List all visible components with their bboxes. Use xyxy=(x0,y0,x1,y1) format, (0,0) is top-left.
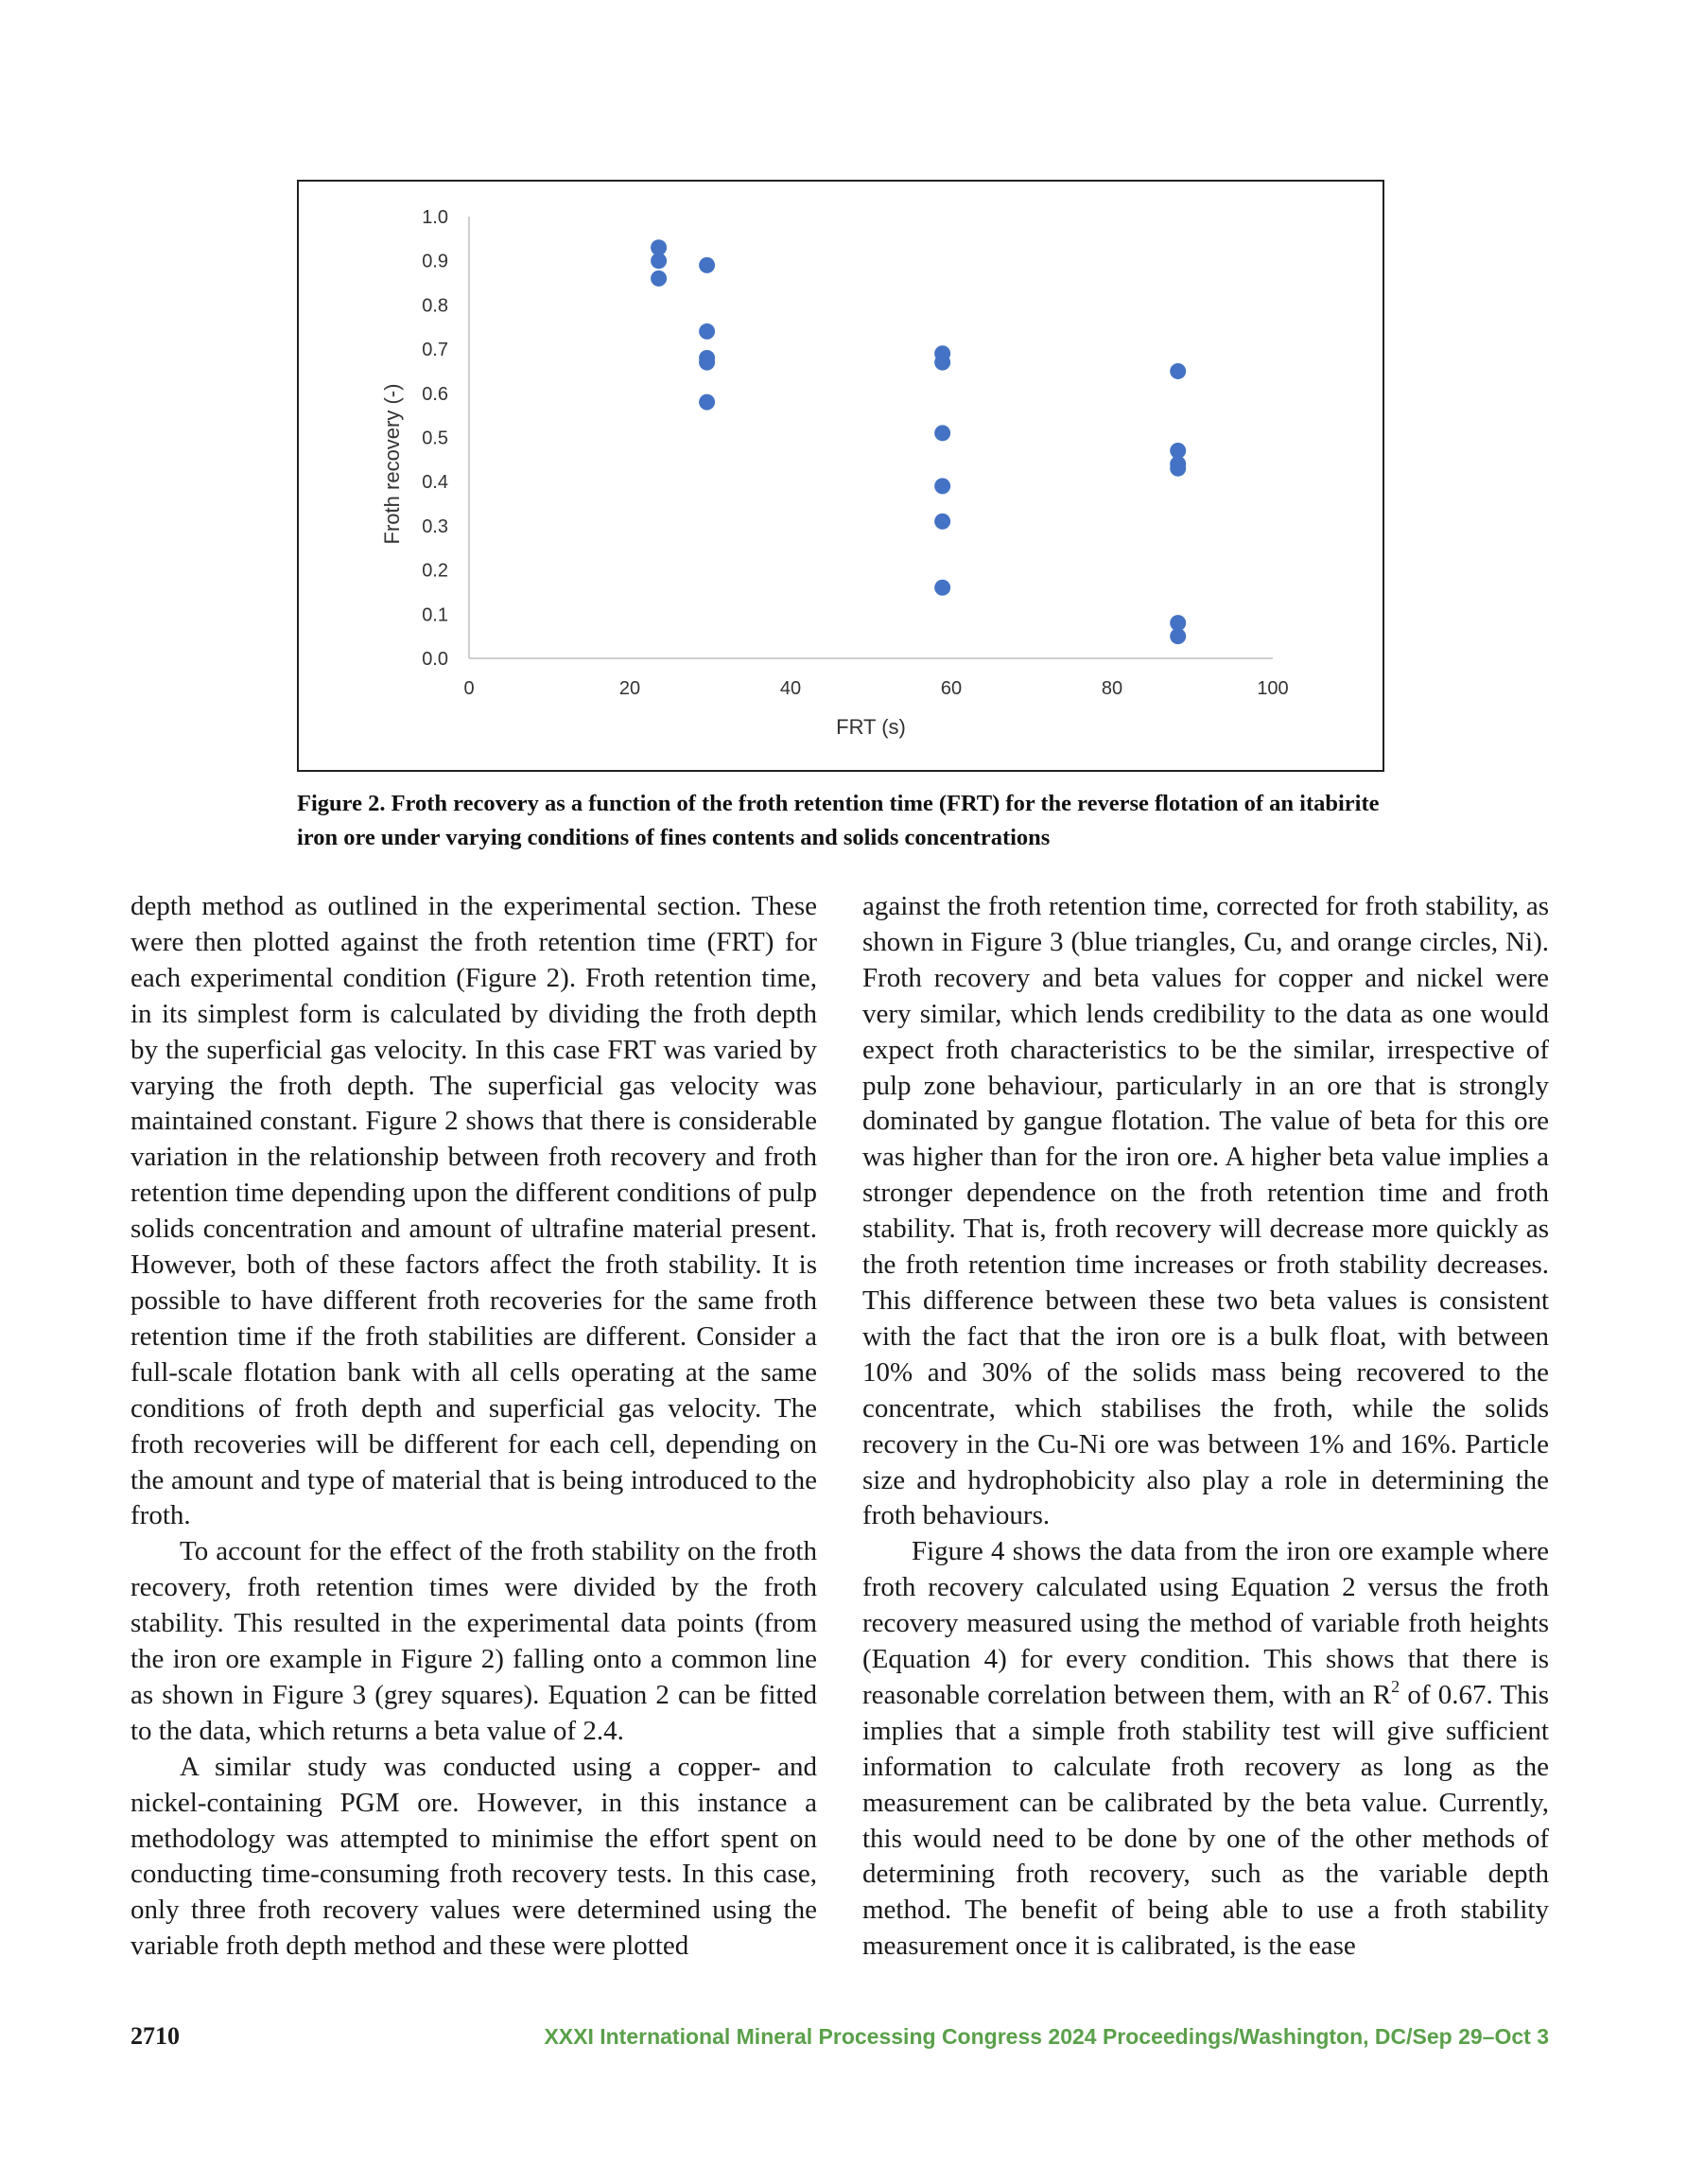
body-right-column xyxy=(862,889,1549,1965)
y-tick-label: 0.7 xyxy=(422,340,448,361)
paragraph: To account for the effect of the froth stability on the froth recovery, froth retention times were divided by the froth stability. This resulted in the experimental data points (from the iron ore example in Figure 2) falling onto a common line as shown in Figure 3 (grey squares). Equation 2 can be fitted to the data, which returns a beta value of 2.4. xyxy=(130,1536,817,1746)
data-point xyxy=(1170,461,1186,477)
y-tick-label: 0.0 xyxy=(422,649,448,670)
data-point xyxy=(699,257,715,273)
paragraph: A similar study was conducted using a copper- and nickel-containing PGM ore. However, in this instance a methodology was attempted to minimise the effort spent on conducting time-consuming froth recovery tests. In this case, only three froth recovery values were determined using the variable froth depth method and these were plotted xyxy=(130,1751,817,1962)
data-point xyxy=(651,253,667,269)
y-tick-label: 0.4 xyxy=(422,472,448,494)
x-tick-label: 60 xyxy=(940,678,963,699)
y-tick-label: 0.3 xyxy=(422,515,448,537)
data-point xyxy=(651,271,667,287)
y-axis-label: Froth recovery (-) xyxy=(380,383,404,545)
scatter-chart xyxy=(299,182,1383,770)
paragraph: depth method as outlined in the experimental section. These were then plotted against the froth retention time (FRT) for each experimental condition (Figure 2). Froth retention time, in its simplest form is calculated by dividing the froth depth by the superficial gas velocity. In this case FRT was varied by varying the froth depth. The superficial gas velocity was maintained constant. Figure 2 shows that there is considerable variation in the relationship between froth recovery and froth retention time depending upon the different conditions of pulp solids concentration and amount of ultrafine material present. However, both of these factors affect the froth stability. It is possible to have different froth recoveries for the same froth retention time if the froth stabilities are different. Consider a full-scale flotation bank with all cells operating at the same conditions of froth depth and superficial gas velocity. The froth recoveries will be different for each cell, depending on the amount and type of material that is being introduced to the froth. xyxy=(130,891,817,1531)
paragraph-text: of 0.67. This implies that a simple froth stability test will give sufficient information to calculate froth recovery as long as the measurement can be calibrated by the beta value. Currently, this would need to be done by one of the other methods of determining froth recovery, such as the variable depth method. The benefit of being able to use a froth stability measurement once it is calibrated, is the ease xyxy=(862,1679,1549,1962)
data-point xyxy=(1170,363,1186,379)
y-tick-label: 0.2 xyxy=(422,560,448,582)
data-point xyxy=(699,394,715,411)
x-tick-label: 80 xyxy=(1101,678,1123,699)
body-left-column xyxy=(130,889,817,1965)
x-tick-label: 100 xyxy=(1257,678,1289,699)
proceedings-footer: XXXI International Mineral Processing Congress 2024 Proceedings/Washington, DC/Sep 29–Oct 3 xyxy=(544,2024,1549,2049)
y-tick-label: 0.9 xyxy=(422,251,448,272)
x-axis-label: FRT (s) xyxy=(836,715,906,739)
y-tick-label: 0.6 xyxy=(422,383,448,405)
data-point xyxy=(699,355,715,371)
x-tick-label: 20 xyxy=(618,678,641,699)
figure-2-frame xyxy=(297,180,1384,772)
y-tick-label: 0.1 xyxy=(422,604,448,626)
data-point xyxy=(934,478,950,494)
data-point xyxy=(1170,628,1186,644)
y-tick-label: 1.0 xyxy=(422,207,448,228)
x-tick-label: 0 xyxy=(463,678,475,699)
figure-caption: Figure 2. Froth recovery as a function of the froth retention time (FRT) for the reverse flotation of an itabirite iron ore under varying conditions of fines contents and solids concentrations xyxy=(297,791,1380,850)
data-point xyxy=(934,355,950,371)
superscript: 2 xyxy=(1391,1676,1400,1696)
data-point xyxy=(934,580,950,596)
data-point xyxy=(934,425,950,441)
y-tick-label: 0.5 xyxy=(422,428,448,449)
data-point xyxy=(934,514,950,530)
data-point xyxy=(699,323,715,340)
paragraph-text: Figure 4 shows the data from the iron ore example where froth recovery calculated using Equation 2 versus the froth recovery measured using the method of variable froth heights (Equation 4) for every condition. This shows that there is reasonable correlation between them, with an R xyxy=(862,1536,1549,1710)
paragraph xyxy=(862,1534,1549,1965)
y-tick-label: 0.8 xyxy=(422,295,448,317)
x-tick-label: 40 xyxy=(779,678,802,699)
page-number: 2710 xyxy=(130,2022,180,2050)
paragraph: against the froth retention time, corrected for froth stability, as shown in Figure 3 (blue triangles, Cu, and orange circles, Ni). Froth recovery and beta values for copper and nickel were very similar, which lends credibility to the data as one would expect froth characteristics to be the similar, irrespective of pulp zone behaviour, particularly in an ore that is strongly dominated by gangue flotation. The value of beta for this ore was higher than for the iron ore. A higher beta value implies a stronger dependence on the froth retention time and froth stability. That is, froth recovery will decrease more quickly as the froth retention time increases or froth stability decreases. This difference between these two beta values is consistent with the fact that the iron ore is a bulk float, with between 10% and 30% of the solids mass being recovered to the concentrate, which stabilises the froth, while the solids recovery in the Cu-Ni ore was between 1% and 16%. Particle size and hydrophobicity also play a role in determining the froth behaviours. xyxy=(862,891,1549,1531)
